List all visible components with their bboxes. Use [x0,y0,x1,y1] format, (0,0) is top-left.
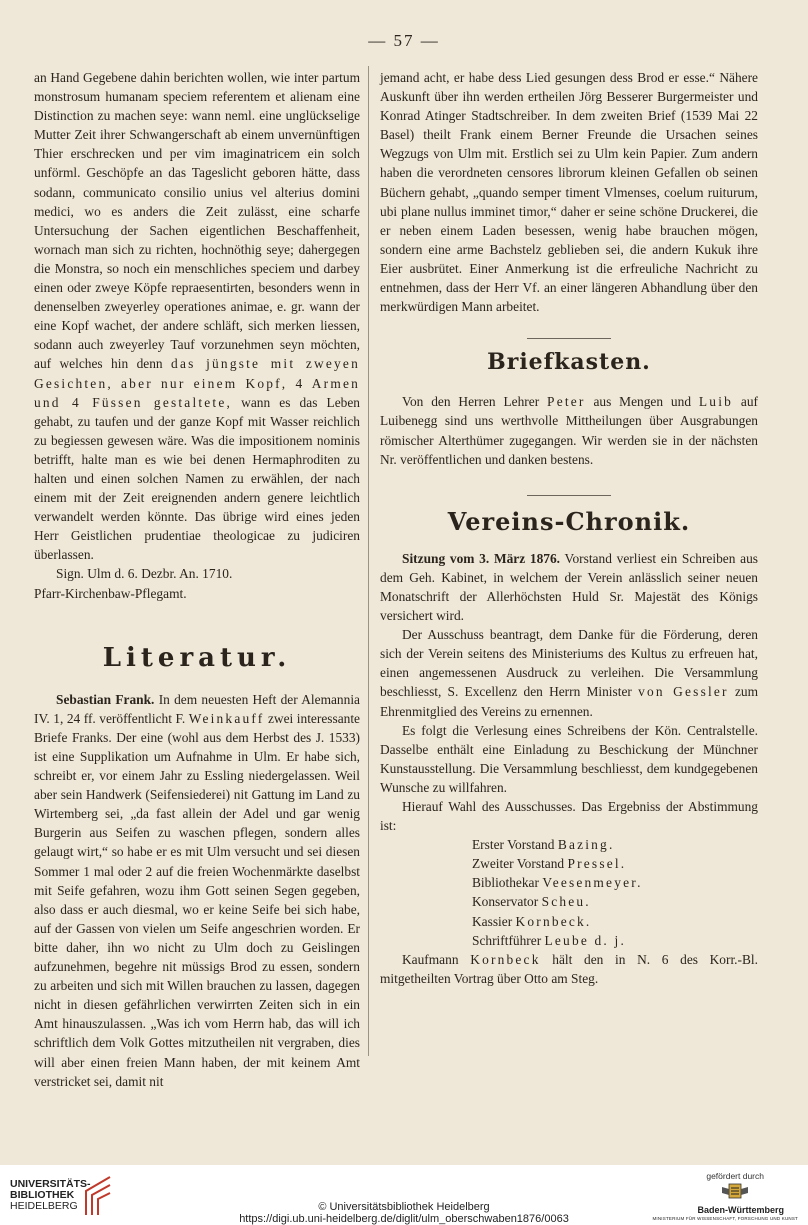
verlesung-paragraph: Es folgt die Verlesung eines Schreibens der Kön. Centralstelle. Dasselbe enthält eine Einladung zu Beschickung der Münchner Kunstausstellung. Die Versammlung beschliesst, dem kundgegebenen Wunsche zu willfahren. [380,722,758,795]
library-logo-line-2: BIBLIOTHEK [10,1189,75,1201]
signature-date: Sign. Ulm d. 6. Dezbr. An. 1710. [56,566,233,582]
signature-office: Pfarr-Kirchenbaw-Pflegamt. [34,585,187,601]
left-paragraph-1-text: an Hand Gegebene dahin berichten wollen, wie inter partum monstrosum humanam speciem referentem et alienam eine Distinction zu machen seye: wann neml. eine unglückselige Mutter Zeit ihrer Schwangerschaft ab einem unvernünftigen Thier erschrecken und per vim imaginatricem ein solch unförml. Geschöpfe an das Tageslicht geboren hätte, dass sodann, communicato consilio unius vel alterius domini medici, wo es anders die Zeit zulässt, eine scharfe Untersuchung der Sachen eigentlichen Beschaffenheit, wornach man sich zu richten, hochnöthig seye; dahergegen die Monstra, so noch ein menschliches speciem und darbey einen oder zweye Köpfe repraesentirten, besonders wenn in denenselben zweyerley operationes animae, e. gr. wann der eine Kopf wachet, der andere schläft, sich merken liessen, sodann auch zweyerley Tauf vorzunehmen seyn möchten, auf welches hin denn [34,70,360,372]
briefkasten-text-2: aus Mengen und [593,394,692,410]
officer-role: Kassier [472,913,513,929]
section-rule-2 [527,495,611,496]
right-column [380,68,758,988]
sitzung-heading: Sitzung vom 3. März 1876. [402,550,561,566]
final-name: Kornbeck [470,951,541,967]
column-divider [368,66,369,1056]
officer-role: Erster Vorstand [472,837,555,853]
officer-item [472,931,758,950]
literatur-author: Weinkauff [188,710,265,726]
left-column [34,68,360,1091]
officer-item [472,873,758,892]
page-number: — 57 — [368,31,440,50]
officer-role: Schriftführer [472,932,542,948]
briefkasten-name-1: Peter [547,394,586,410]
left-paragraph-1 [34,68,360,564]
ausschuss-text: Der Ausschuss beantragt, dem Danke für die Förderung, deren sich der Verein seitens des Ministeriums des Kultus zu erfreuen hat, einen angemessenen Ausdruck zu verleihen. Die Versammlung beschliesst, S. Excellenz den Herrn Minister [380,627,758,700]
final-text-2: hält den in N. 6 des Korr.-Bl. mitgetheilten Vortrag über Otto am Steg. [380,951,758,986]
briefkasten-name-2: Luib [698,394,734,410]
heading-literatur: Literatur. [102,642,292,673]
funder-ministry: MINISTERIUM FÜR WISSENSCHAFT, FORSCHUNG UND KUNST [652,1216,798,1221]
funder-name: Baden-Württemberg [697,1205,784,1215]
officer-name: Kornbeck. [515,913,592,929]
literatur-subject: Sebastian Frank. [56,691,155,707]
final-paragraph [380,950,758,988]
source-url-link[interactable]: https://digi.ub.uni-heidelberg.de/diglit/ulm_oberschwaben1876/0063 [239,1213,569,1225]
officer-item [472,835,758,854]
copyright-text: © Universitätsbibliothek Heidelberg [318,1201,490,1213]
sitzung-paragraph [380,549,758,625]
officer-name: Pressel. [567,856,627,872]
heading-briefkasten: Briefkasten. [487,349,651,376]
ausschuss-paragraph [380,625,758,720]
spaced-phrase: das jüngste mit zweyen Gesichten, aber nur einem Kopf, 4 Armen und 4 Füssen gestaltete, [34,356,360,410]
heading-vereins-chronik: Vereins-Chronik. [447,506,691,536]
footer-bar [0,1165,808,1225]
wahl-paragraph: Hierauf Wahl des Ausschusses. Das Ergebniss der Abstimmung ist: [380,799,758,834]
sitzung-text: Vorstand verliest ein Schreiben aus dem Geh. Kabinet, in welchem der Verein anlässlich seiner neuen Monatschrift der Allerhöchsten Huld Sr. Majestät des Königs versichert wird. [380,550,758,624]
officer-item [472,854,758,873]
library-logo-line-3: HEIDELBERG [10,1200,78,1212]
literatur-text-1: In dem neuesten Heft der Alemannia IV. 1, 24 ff. veröffentlicht F. [34,691,360,726]
officer-role: Bibliothekar [472,875,539,891]
officer-name: Scheu. [541,894,591,910]
officer-name: Leube d. j. [544,932,626,948]
section-rule [527,338,611,339]
briefkasten-text-1: Von den Herren Lehrer [402,394,540,410]
left-paragraph-1-end: wann es das Leben gehabt, zu taufen und der ganze Kopf mit Wasser reichlich zu begiessen gewesen wäre. Was die impositionem nominis betrifft, halte man es wie bei denen Hermaphroditen zu halten und einen solchen Namen zu erwählen, der nach einem mit der Zeit ereignenden andern genere leichtlich verwandelt werden könnte. Das übrige wird eines jeden Herr Geistlichen prudentiae theologicae zu judiciren überlassen. [34,394,360,563]
funded-by-label: gefördert durch [706,1171,764,1181]
literatur-paragraph [34,690,360,1091]
ausschuss-text-end: zum Ehrenmitglied des Vereins zu ernennen. [380,684,758,719]
officer-role: Zweiter Vorstand [472,856,565,872]
officers-list [472,835,758,950]
final-text-1: Kaufmann [402,951,459,967]
officer-name: Bazing. [557,837,615,853]
right-paragraph-1: jemand acht, er habe dess Lied gesungen dess Brod er esse.“ Nähere Auskunft über ihn werden ertheilen Jörg Besserer Burgermeister und Konrad Atinger Stadtschreiber. In dem zweiten Brief (1539 Mai 22 Basel) theilt Frank einem Berner Freunde die Ursachen seines Wegzugs von Ulm mit. Erstlich sei zu Ulm kein Papier. Zum andern haben die verordneten censores librorum kleinen Gefallen ob seinen Büchern gehabt, „quando semper timent Vlmenses, coelum ruiturum, ubi plane nullus imminet timor,“ daher er seine schöne Druckerei, die er neben einem Laden besessen, wenig habe brauchen mögen, sondern eine arme Bachstelz geblieben sei, die andern Kukuk ihre Eier ausbrütet. Einer Anmerkung ist die erfreuliche Nachricht zu entnehmen, dass der Herr Vf. an einer längeren Abhandlung über den merkwürdigen Mann arbeitet. [380,70,758,315]
officer-role: Konservator [472,894,539,910]
library-logo-line-1: UNIVERSITÄTS- [10,1178,91,1190]
briefkasten-text-3: auf Luibenegg sind uns werthvolle Mittheilungen über Ausgrabungen römischer Alterthümer zugegangen. Wir werden sie in der nächsten Nr. veröffentlichen und danken bestens. [380,394,759,467]
officer-item [472,912,758,931]
briefkasten-paragraph [380,392,758,468]
officer-item [472,892,758,911]
coat-of-arms-icon [720,1181,750,1201]
officer-name: Veesenmeyer. [542,875,643,891]
literatur-text-2: zwei interessante Briefe Franks. Der eine (wohl aus dem Herbst des J. 1533) ist eine Supplikation um Aufnahme in Ulm. Er habe sich, schreibt er, vor einem Jahr zu Essling niedergelassen. Weil aber sein Handwerk (Seifensiederei) nit Gattung im Land zu Wirtemberg sei, „da fast allein der Adel und gar wenig Burgerin aus Seifen zu waschen pflegen, sondern alles gelaugt wirt,“ so habe er es mit Ulm versucht und sei diesen Sommer 1 mal oder 2 auf die freien Wochenmärkte daselbst mit Seife gefahren, wozu ihm Gott seinen Segen gegeben, also dass er auch diesmal, wo er keine Seife bei sich habe, auf der Gassen von vielen um Seife angeschrien worden. Er bitte daher, ihn wo nicht zu Ulm doch zu Geislingen aufzunehmen, begehre nit müssigs Brod zu essen, sondern zu arbeiten und sich mit Willen brauchen zu lassen, dagegen nicht in diesen gefährlichen verwirrten Zeiten sich in ein Amt hinauszulassen. „Was ich vom Herrn hab, das will ich schriftlich dem Volk Gottes mitzutheilen nit vergraben, dies will aber einen freien Mann haben, der mit keinem Amt verstricket sei, damit nit [34,710,360,1089]
minister-name: von Gessler [638,684,729,700]
